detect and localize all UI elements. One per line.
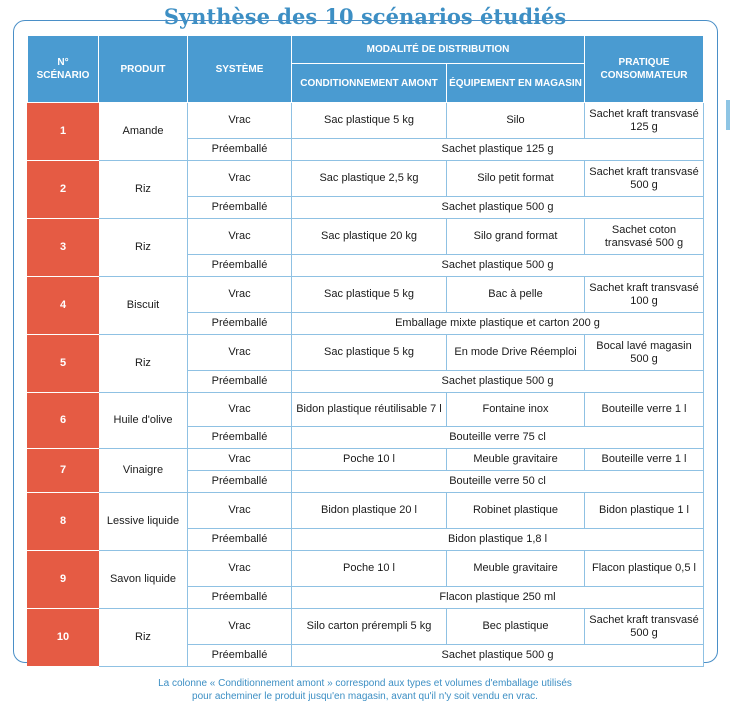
scenario-table (27, 35, 704, 667)
preemballe-cell: Sachet plastique 500 g (292, 255, 704, 277)
system-vrac: Vrac (188, 219, 292, 255)
equipement-cell: Fontaine inox (447, 393, 585, 427)
preemballe-cell: Emballage mixte plastique et carton 200 g (292, 313, 704, 335)
scenario-number: 1 (28, 103, 99, 161)
footnote (0, 677, 730, 703)
equipement-cell: Meuble gravitaire (447, 551, 585, 587)
system-vrac: Vrac (188, 161, 292, 197)
system-vrac: Vrac (188, 335, 292, 371)
conditionnement-cell: Bidon plastique réutilisable 7 l (292, 393, 447, 427)
pratique-cell: Bouteille verre 1 l (585, 393, 704, 427)
system-vrac: Vrac (188, 609, 292, 645)
product-cell: Savon liquide (99, 551, 188, 609)
header-systeme: SYSTÈME (188, 36, 292, 103)
conditionnement-cell: Sac plastique 2,5 kg (292, 161, 447, 197)
system-vrac: Vrac (188, 393, 292, 427)
side-tab (726, 100, 730, 130)
product-cell: Riz (99, 335, 188, 393)
table-row (28, 493, 704, 529)
header-conditionnement: CONDITIONNEMENT AMONT (292, 64, 447, 103)
system-preemballe: Préemballé (188, 645, 292, 667)
scenario-number: 5 (28, 335, 99, 393)
system-vrac: Vrac (188, 449, 292, 471)
table-row (28, 551, 704, 587)
scenario-number: 7 (28, 449, 99, 493)
equipement-cell: Meuble gravitaire (447, 449, 585, 471)
preemballe-cell: Flacon plastique 250 ml (292, 587, 704, 609)
table-header (28, 36, 704, 103)
product-cell: Huile d'olive (99, 393, 188, 449)
header-pratique: PRATIQUE CONSOMMATEUR (585, 36, 704, 103)
preemballe-cell: Sachet plastique 500 g (292, 645, 704, 667)
table-row (28, 219, 704, 255)
page-title: Synthèse des 10 scénarios étudiés (163, 4, 567, 29)
system-preemballe: Préemballé (188, 427, 292, 449)
system-preemballe: Préemballé (188, 197, 292, 219)
table-row (28, 609, 704, 645)
pratique-cell: Sachet coton transvasé 500 g (585, 219, 704, 255)
pratique-cell: Bouteille verre 1 l (585, 449, 704, 471)
table-row (28, 277, 704, 313)
equipement-cell: Silo grand format (447, 219, 585, 255)
conditionnement-cell: Poche 10 l (292, 449, 447, 471)
header-modalite: MODALITÉ DE DISTRIBUTION (292, 36, 585, 64)
pratique-cell: Sachet kraft transvasé 500 g (585, 161, 704, 197)
conditionnement-cell: Silo carton prérempli 5 kg (292, 609, 447, 645)
equipement-cell: Silo petit format (447, 161, 585, 197)
system-preemballe: Préemballé (188, 371, 292, 393)
pratique-cell: Sachet kraft transvasé 500 g (585, 609, 704, 645)
system-vrac: Vrac (188, 551, 292, 587)
system-preemballe: Préemballé (188, 587, 292, 609)
scenario-number: 4 (28, 277, 99, 335)
scenario-number: 9 (28, 551, 99, 609)
scenario-number: 8 (28, 493, 99, 551)
conditionnement-cell: Sac plastique 5 kg (292, 277, 447, 313)
product-cell: Riz (99, 219, 188, 277)
product-cell: Lessive liquide (99, 493, 188, 551)
product-cell: Riz (99, 161, 188, 219)
table-row (28, 103, 704, 139)
product-cell: Vinaigre (99, 449, 188, 493)
table-body (28, 103, 704, 667)
scenario-number: 6 (28, 393, 99, 449)
conditionnement-cell: Poche 10 l (292, 551, 447, 587)
product-cell: Biscuit (99, 277, 188, 335)
system-preemballe: Préemballé (188, 313, 292, 335)
product-cell: Riz (99, 609, 188, 667)
conditionnement-cell: Bidon plastique 20 l (292, 493, 447, 529)
preemballe-cell: Bouteille verre 75 cl (292, 427, 704, 449)
table-row (28, 393, 704, 427)
pratique-cell: Sachet kraft transvasé 125 g (585, 103, 704, 139)
header-produit: PRODUIT (99, 36, 188, 103)
system-preemballe: Préemballé (188, 255, 292, 277)
preemballe-cell: Bidon plastique 1,8 l (292, 529, 704, 551)
table-row (28, 449, 704, 471)
preemballe-cell: Sachet plastique 125 g (292, 139, 704, 161)
conditionnement-cell: Sac plastique 5 kg (292, 335, 447, 371)
header-num: N° SCÉNARIO (28, 36, 99, 103)
footnote-line-1: La colonne « Conditionnement amont » correspond aux types et volumes d'emballage utilisés (158, 678, 572, 689)
preemballe-cell: Bouteille verre 50 cl (292, 471, 704, 493)
pratique-cell: Sachet kraft transvasé 100 g (585, 277, 704, 313)
pratique-cell: Bocal lavé magasin 500 g (585, 335, 704, 371)
equipement-cell: En mode Drive Réemploi (447, 335, 585, 371)
scenario-number: 2 (28, 161, 99, 219)
equipement-cell: Bec plastique (447, 609, 585, 645)
equipement-cell: Robinet plastique (447, 493, 585, 529)
pratique-cell: Bidon plastique 1 l (585, 493, 704, 529)
conditionnement-cell: Sac plastique 20 kg (292, 219, 447, 255)
system-preemballe: Préemballé (188, 529, 292, 551)
header-equipement: ÉQUIPEMENT EN MAGASIN (447, 64, 585, 103)
scenario-number: 10 (28, 609, 99, 667)
system-vrac: Vrac (188, 493, 292, 529)
preemballe-cell: Sachet plastique 500 g (292, 371, 704, 393)
pratique-cell: Flacon plastique 0,5 l (585, 551, 704, 587)
conditionnement-cell: Sac plastique 5 kg (292, 103, 447, 139)
system-vrac: Vrac (188, 277, 292, 313)
table-row (28, 335, 704, 371)
system-vrac: Vrac (188, 103, 292, 139)
product-cell: Amande (99, 103, 188, 161)
table-row (28, 161, 704, 197)
equipement-cell: Bac à pelle (447, 277, 585, 313)
system-preemballe: Préemballé (188, 471, 292, 493)
preemballe-cell: Sachet plastique 500 g (292, 197, 704, 219)
scenario-number: 3 (28, 219, 99, 277)
footnote-line-2: pour acheminer le produit jusqu'en magasin, avant qu'il n'y soit vendu en vrac. (192, 691, 538, 702)
equipement-cell: Silo (447, 103, 585, 139)
system-preemballe: Préemballé (188, 139, 292, 161)
